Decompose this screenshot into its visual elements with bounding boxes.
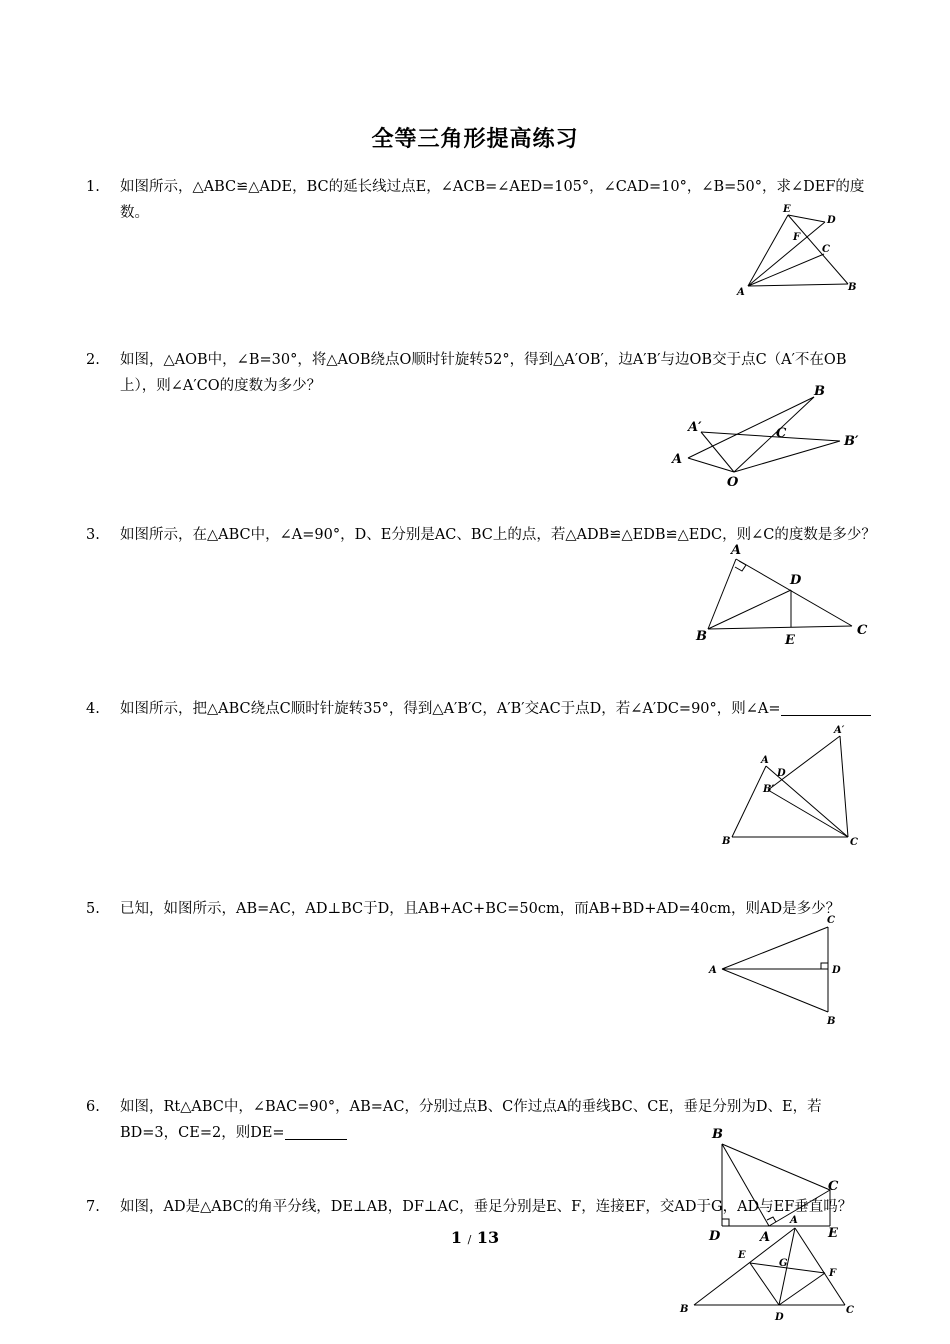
label-c: C [846,1305,854,1316]
question-number: 1. [86,179,100,195]
question-number: 5. [86,901,100,917]
label-b: B [712,1127,723,1142]
label-o: O [727,475,739,490]
label-a: A [761,755,769,766]
question-number: 6. [86,1099,100,1115]
label-c: C [850,837,858,848]
label-a-prime: A′ [834,725,845,736]
page-title: 全等三角形提高练习 [371,126,579,152]
question-number: 2. [86,352,100,368]
question-text: 如图所示，把△ABC绕点C顺时针旋转35°，得到△A′B′C，A′B′交AC于点D，若∠A′DC=90°，则∠A= [120,701,781,717]
question-text: 如图所示，在△ABC中，∠A=90°，D、E分别是AC、BC上的点，若△ADB≌△EDB≌△EDC，则∠C的度数是多少？ [120,527,876,543]
question-number: 7. [86,1199,100,1215]
label-e: E [785,633,795,648]
label-a: A [731,543,742,558]
label-c: C [857,623,868,638]
label-a: A [737,287,745,298]
label-c: C [776,426,787,441]
label-a-prime: A′ [688,420,702,435]
total-pages: 13 [476,1228,500,1247]
figure-5 [700,910,860,1030]
label-c: C [827,915,835,926]
page-number [0,1228,950,1247]
label-d: D [709,1229,721,1244]
label-c: C [828,1179,839,1194]
label-d: D [832,965,841,976]
label-d: D [775,1312,784,1323]
label-b: B [680,1304,689,1315]
question-text: 如图，AD是△ABC的角平分线，DE⊥AB，DF⊥AC，垂足分别是E、F，连接EF，交AD于G，AD与EF垂直吗？ [120,1199,853,1215]
figure-4 [710,720,870,855]
question-text: 如图所示，△ABC≌△ADE，BC的延长线过点E，∠ACB=∠AED=105°，∠CAD=10°，∠B=50°，求∠DEF的度数。 [120,179,865,221]
current-page: 1 [450,1228,462,1247]
label-a: A [790,1215,798,1226]
question-text: 如图，△AOB中，∠B=30°，将△AOB绕点O顺时针旋转52°，得到△A′OB′，边A′B′与边OB交于点C（A′不在OB上），则∠A′CO的度数为多少？ [120,352,847,394]
figure-3 [690,540,880,650]
label-b: B [827,1016,836,1027]
figure-1 [730,200,870,300]
answer-blank[interactable] [285,1123,347,1140]
answer-blank[interactable] [781,699,871,716]
label-g: G [779,1258,788,1269]
label-d: D [777,768,786,779]
question-text: 已知，如图所示，AB=AC，AD⊥BC于D，且AB+AC+BC=50cm，而AB+BD+AD=40cm，则AD是多少？ [120,901,841,917]
label-b: B [848,282,857,293]
label-e: E [738,1250,746,1261]
label-d: D [827,215,836,226]
label-c: C [822,244,830,255]
label-a: A [709,965,717,976]
question-number: 3. [86,527,100,543]
label-b: B [814,384,825,399]
label-f: F [829,1268,837,1279]
label-b-prime: B′ [844,434,859,449]
question-4 [86,696,876,722]
label-b-prime: B′ [763,784,775,795]
label-e: E [828,1226,838,1241]
label-b: B [722,836,731,847]
question-text: 如图，Rt△ABC中，∠BAC=90°，AB=AC，分别过点B、C作过点A的垂线BC、CE，垂足分别为D、E，若BD=3，CE=2，则DE= [120,1099,822,1141]
page-separator: / [467,1233,472,1246]
figure-2 [670,380,870,490]
label-f: F [793,232,801,243]
label-b: B [696,629,707,644]
label-d: D [790,573,802,588]
label-a: A [672,452,683,467]
label-e: E [783,204,791,215]
question-number: 4. [86,701,100,717]
label-a: A [760,1230,771,1245]
